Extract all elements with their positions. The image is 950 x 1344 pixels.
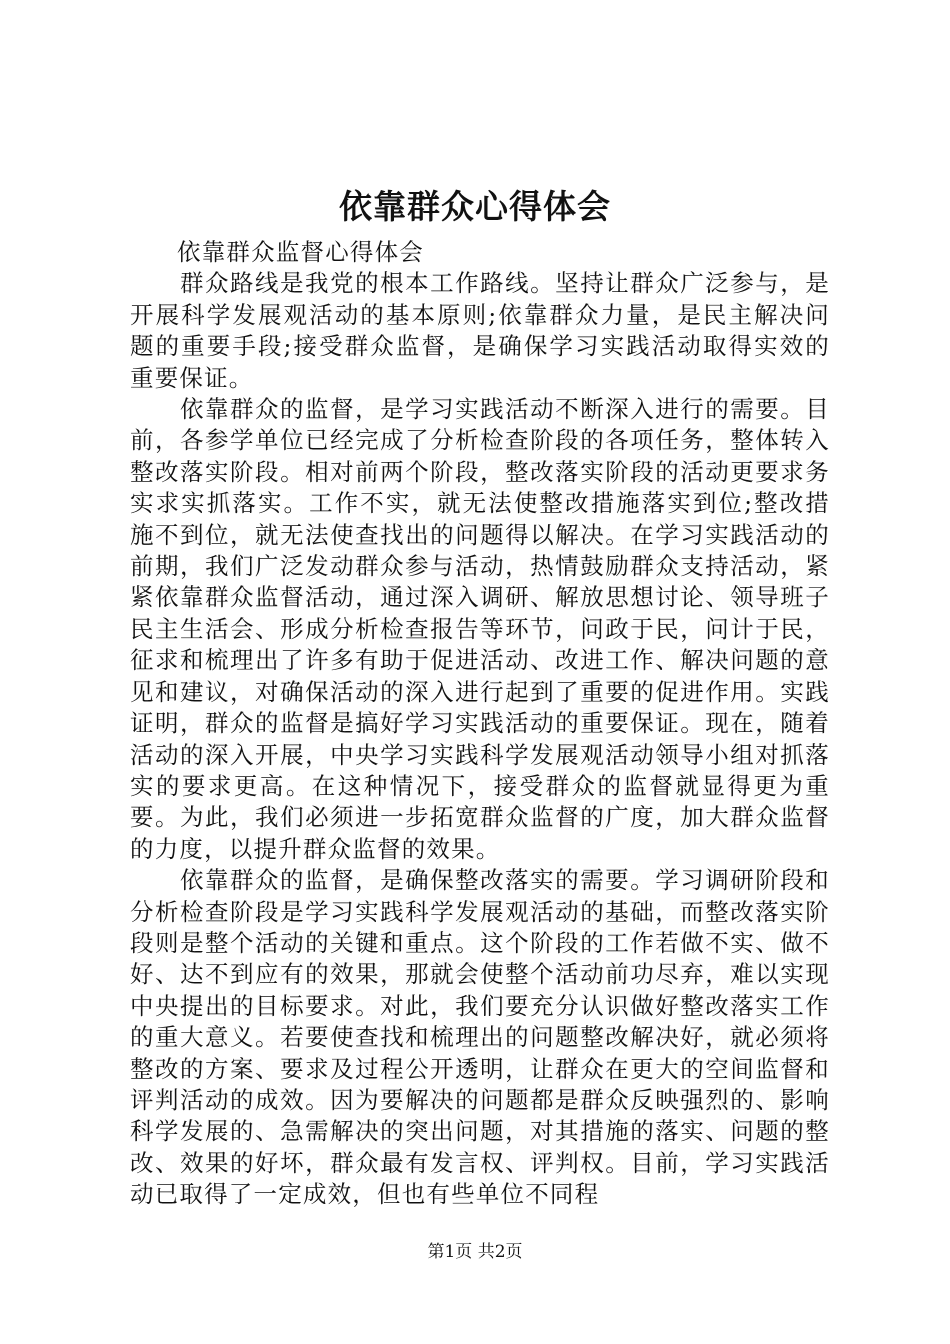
document-subtitle: 依靠群众监督心得体会 — [177, 238, 424, 266]
document-title: 依靠群众心得体会 — [339, 187, 611, 226]
document-body — [130, 237, 830, 1211]
page-footer: 第1页 共2页 — [427, 1242, 523, 1262]
paragraph-1: 群众路线是我党的根本工作路线。坚持让群众广泛参与，是开展科学发展观活动的基本原则;依靠群众力量，是民主解决问题的重要手段;接受群众监督，是确保学习实践活动取得实效的重要保证。 — [130, 269, 830, 392]
paragraph-3: 依靠群众的监督，是确保整改落实的需要。学习调研阶段和分析检查阶段是学习实践科学发展观活动的基础，而整改落实阶段则是整个活动的关键和重点。这个阶段的工作若做不实、做不好、达不到应有的效果，那就会使整个活动前功尽弃，难以实现中央提出的目标要求。对此，我们要充分认识做好整改落实工作的重大意义。若要使查找和梳理出的问题整改解决好，就必须将整改的方案、要求及过程公开透明，让群众在更大的空间监督和评判活动的成效。因为要解决的问题都是群众反映强烈的、影响科学发展的、急需解决的突出问题，对其措施的落实、问题的整改、效果的好坏，群众最有发言权、评判权。目前，学习实践活动已取得了一定成效，但也有些单位不同程 — [130, 866, 830, 1209]
paragraph-2: 依靠群众的监督，是学习实践活动不断深入进行的需要。目前，各参学单位已经完成了分析检查阶段的各项任务，整体转入整改落实阶段。相对前两个阶段，整改落实阶段的活动更要求务实求实抓落实。工作不实，就无法使整改措施落实到位;整改措施不到位，就无法使查找出的问题得以解决。在学习实践活动的前期，我们广泛发动群众参与活动，热情鼓励群众支持活动，紧紧依靠群众监督活动，通过深入调研、解放思想讨论、领导班子民主生活会、形成分析检查报告等环节，问政于民，问计于民，征求和梳理出了许多有助于促进活动、改进工作、解决问题的意见和建议，对确保活动的深入进行起到了重要的促进作用。实践证明，群众的监督是搞好学习实践活动的重要保证。现在，随着活动的深入开展，中央学习实践科学发展观活动领导小组对抓落实的要求更高。在这种情况下，接受群众的监督就显得更为重要。为此，我们必须进一步拓宽群众监督的广度，加大群众监督的力度，以提升群众监督的效果。 — [130, 395, 830, 863]
